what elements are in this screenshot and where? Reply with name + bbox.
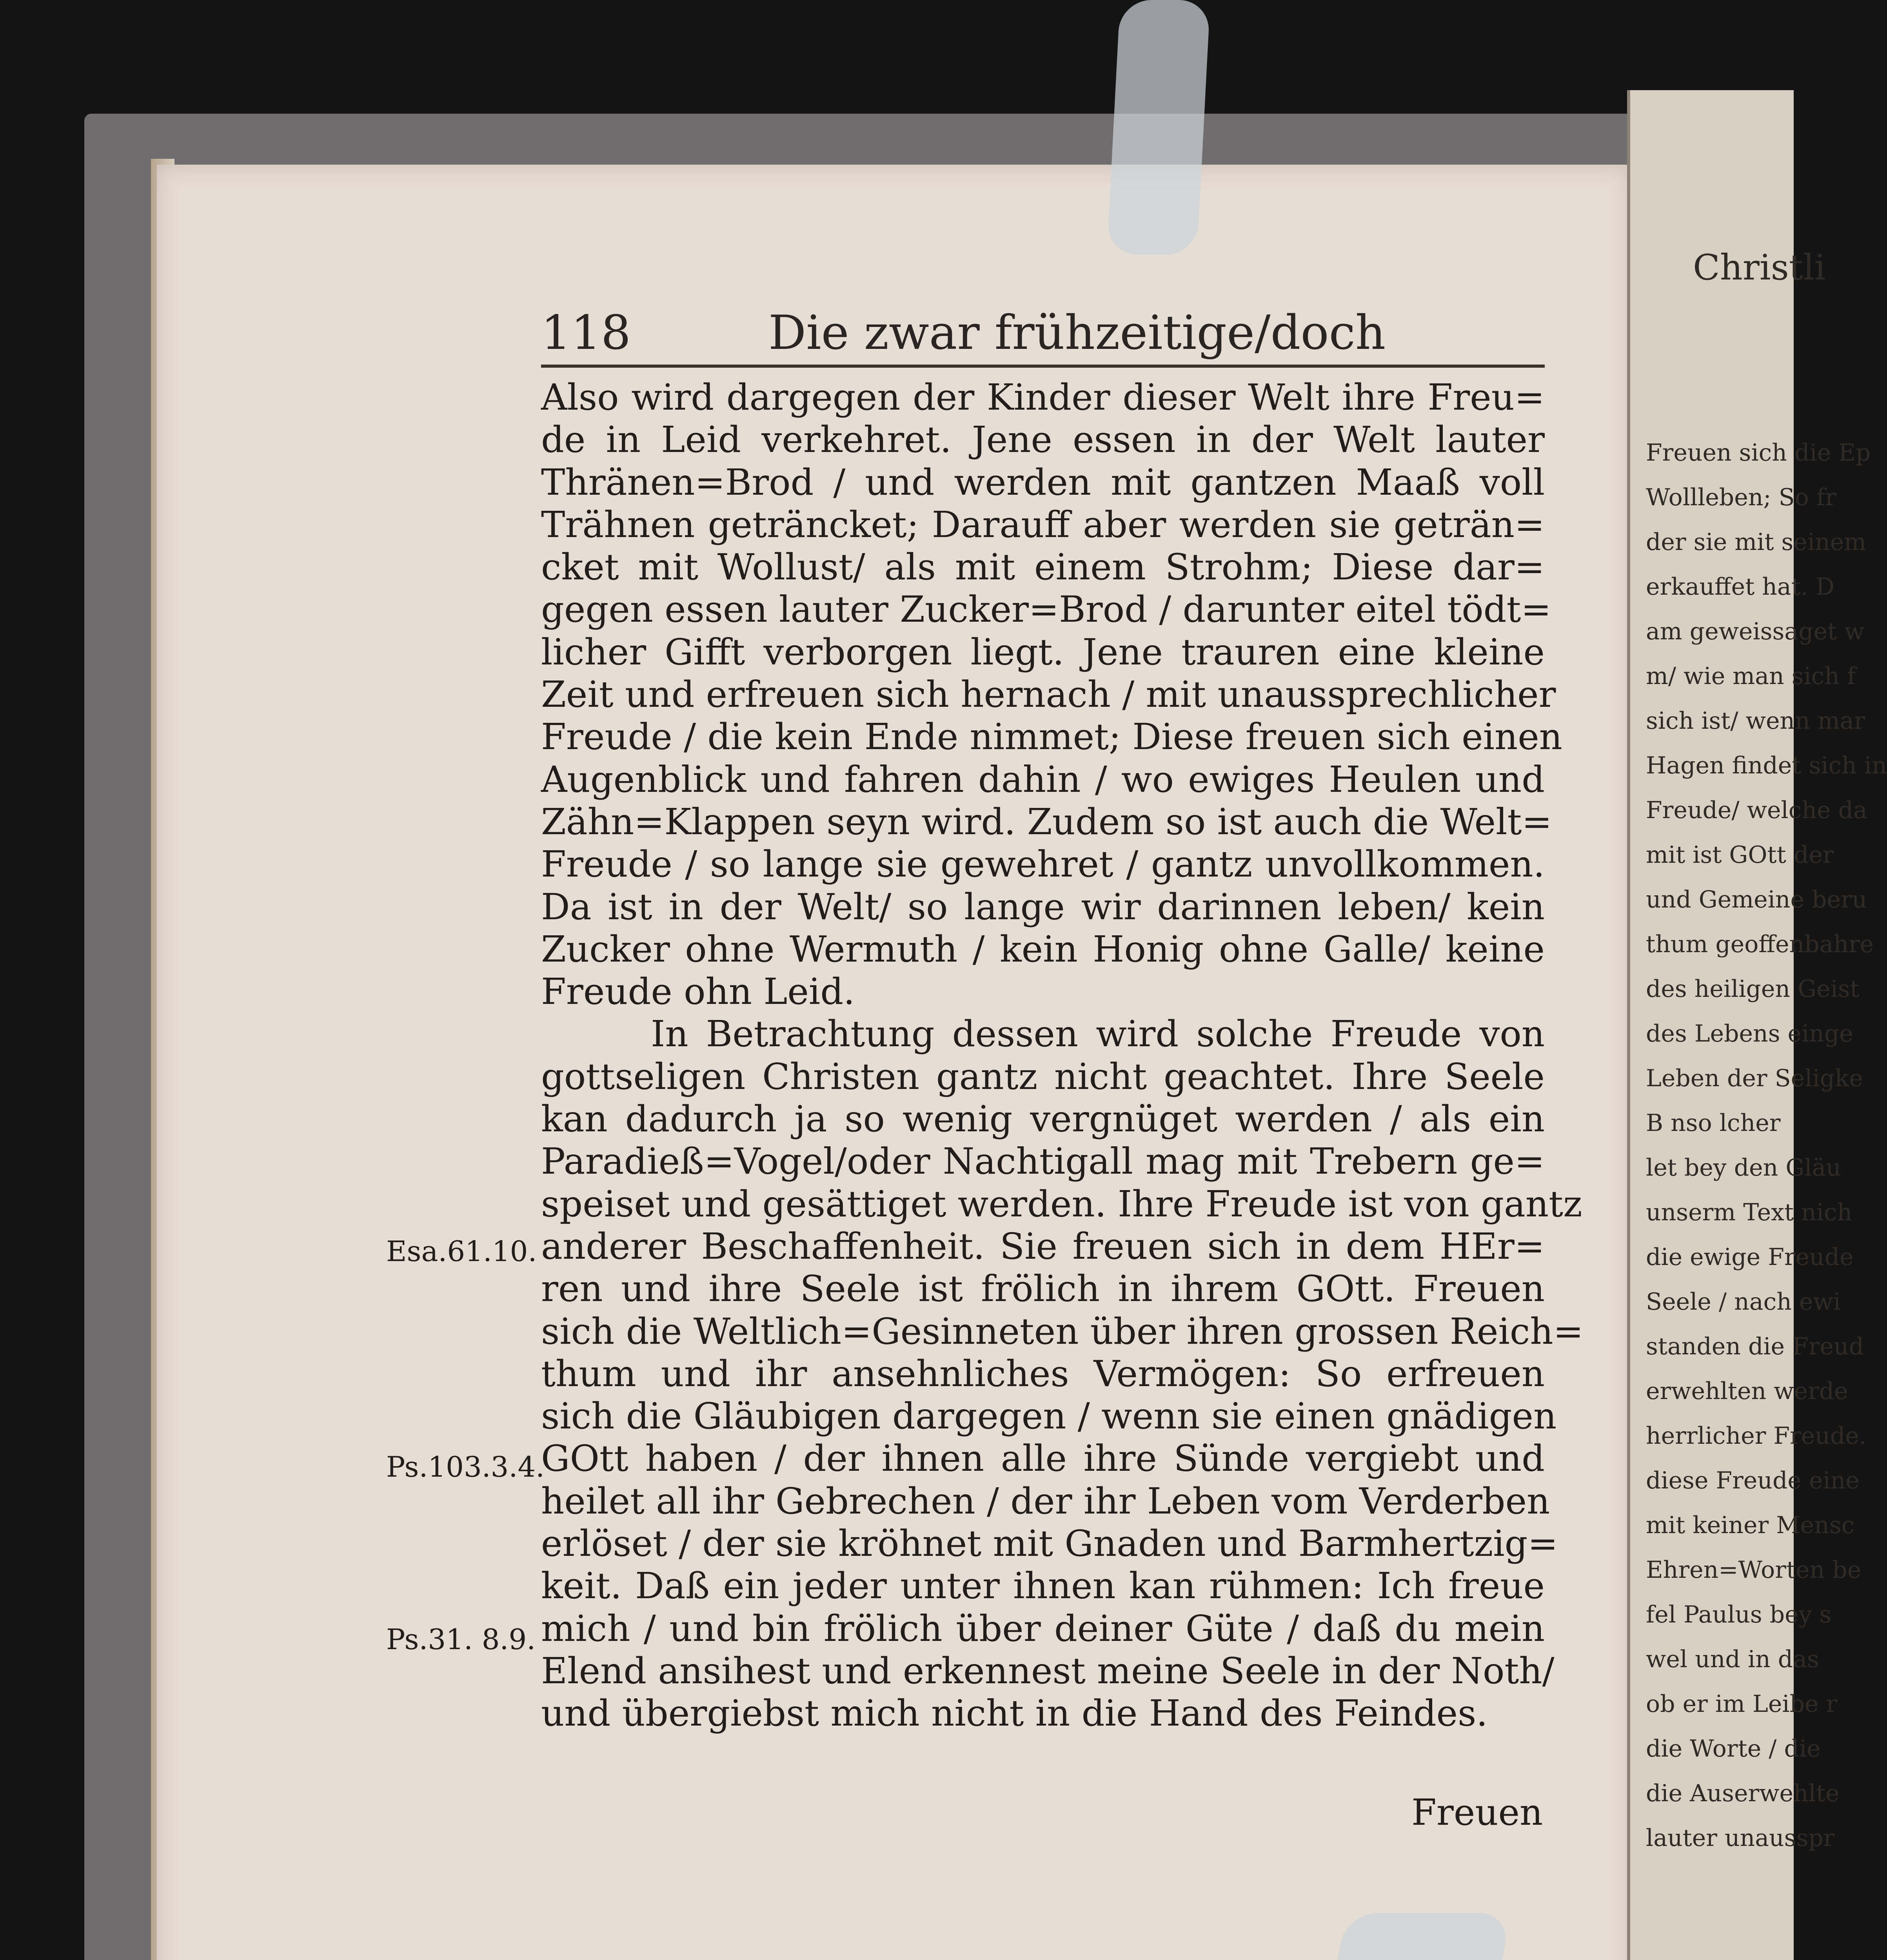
facing-line: Freude/ welche da [1646,797,1867,824]
facing-line: B nso lcher [1646,1109,1781,1137]
facing-line: diese Freude eine [1646,1467,1860,1494]
facing-line: die Auserwehlte [1646,1780,1840,1807]
facing-line: Ehren=Worten be [1646,1556,1862,1584]
facing-line: der sie mit seinem [1646,528,1867,556]
holding-strip-top [1107,0,1210,255]
body-line: cket mit Wollust/ als mit einem Strohm; Diese dar= [541,546,1545,588]
body-line: und übergiebst mich nicht in die Hand des Feindes. [541,1692,1488,1735]
facing-line: des heiligen Geist [1646,975,1860,1003]
body-line: heilet all ihr Gebrechen / der ihr Leben vom Verderben [541,1480,1550,1522]
body-line: Thränen=Brod / und werden mit gantzen Maaß voll [541,461,1545,503]
header-rule [541,365,1545,368]
body-line: Also wird dargegen der Kinder dieser Welt ihre Freu= [541,376,1545,418]
facing-line: Wollleben; So fr [1646,484,1836,511]
facing-line: thum geoffenbahre [1646,931,1874,958]
body-line: Freude ohn Leid. [541,971,855,1013]
body-line: sich die Gläubigen dargegen / wenn sie einen gnädigen [541,1395,1557,1437]
facing-line: unserm Text nich [1646,1199,1852,1226]
facing-line: mit ist GOtt der [1646,841,1834,869]
margin-note-ps31: Ps.31. 8.9. [386,1623,536,1656]
facing-page-head: Christli [1693,247,1826,288]
body-line: speiset und gesättiget werden. Ihre Freude ist von gantz [541,1183,1582,1225]
facing-line: wel und in das [1646,1646,1819,1673]
body-line: kan dadurch ja so wenig vergnüget werden / als ein [541,1098,1545,1140]
body-line: mich / und bin frölich über deiner Güte / daß du mein [541,1607,1545,1650]
facing-line: am geweissaget w [1646,618,1865,645]
body-line: de in Leid verkehret. Jene essen in der Welt lauter [541,419,1545,461]
facing-line: die ewige Freude [1646,1243,1854,1271]
body-line: erlöset / der sie kröhnet mit Gnaden und Barmhertzig= [541,1523,1558,1565]
body-line: Zähn=Klappen seyn wird. Zudem so ist auch die Welt= [541,800,1552,843]
facing-line: erwehlten werde [1646,1377,1848,1405]
body-line: gottseligen Christen gantz nicht geachtet. Ihre Seele [541,1055,1545,1098]
facing-line: ob er im Leibe r [1646,1690,1838,1718]
body-line: Freude / die kein Ende nimmet; Diese freuen sich einen [541,716,1562,758]
body-line: GOtt haben / der ihnen alle ihre Sünde vergiebt und [541,1437,1545,1480]
body-line: Zucker ohne Wermuth / kein Honig ohne Galle/ keine [541,928,1545,970]
facing-line: und Gemeine beru [1646,886,1867,913]
margin-note-esa: Esa.61.10. [386,1235,537,1268]
body-line: thum und ihr ansehnliches Vermögen: So erfreuen [541,1352,1545,1395]
body-line: Augenblick und fahren dahin / wo ewiges Heulen und [541,758,1545,800]
body-line: In Betrachtung dessen wird solche Freude von [651,1013,1545,1055]
body-line: Paradieß=Vogel/oder Nachtigall mag mit Trebern ge= [541,1140,1545,1183]
facing-line: Freuen sich die Ep [1646,439,1871,466]
body-line: Freude / so lange sie gewehret / gantz unvollkommen. [541,843,1545,886]
page-number: 118 [541,306,631,360]
facing-line: lauter unausspr [1646,1824,1835,1852]
facing-page [1627,90,1887,1960]
body-line: Da ist in der Welt/ so lange wir darinnen leben/ kein [541,886,1545,928]
facing-line: Leben der Seligke [1646,1065,1863,1092]
facing-line: standen die Freud [1646,1333,1864,1360]
facing-line: herrlicher Freude. [1646,1422,1867,1450]
facing-line: m/ wie man sich f [1646,662,1856,690]
facing-line: die Worte / die [1646,1735,1821,1762]
body-line: licher Gifft verborgen liegt. Jene trauren eine kleine [541,631,1545,673]
facing-line: Seele / nach ewi [1646,1288,1841,1316]
body-line: Elend ansihest und erkennest meine Seele in der Noth/ [541,1650,1555,1692]
body-text [541,376,1584,1735]
running-title: Die zwar frühzeitige/doch [768,306,1386,360]
body-line: Trähnen geträncket; Darauff aber werden sie geträn= [541,503,1545,546]
facing-line: des Lebens einge [1646,1020,1853,1047]
body-line: gegen essen lauter Zucker=Brod / darunter eitel tödt= [541,588,1551,631]
facing-line: let bey den Gläu [1646,1154,1841,1181]
body-line: ren und ihre Seele ist frölich in ihrem GOtt. Freuen [541,1268,1545,1310]
body-line: sich die Weltlich=Gesinneten über ihren grossen Reich= [541,1310,1584,1352]
body-line: anderer Beschaffenheit. Sie freuen sich in dem HEr= [541,1225,1545,1267]
facing-line: sich ist/ wenn mar [1646,707,1865,735]
margin-note-ps103: Ps.103.3.4. [386,1450,545,1483]
facing-line: erkauffet hat. D [1646,573,1835,601]
body-line: keit. Daß ein jeder unter ihnen kan rühmen: Ich freue [541,1565,1545,1607]
body-line: Zeit und erfreuen sich hernach / mit unaussprechlicher [541,673,1556,716]
catchword: Freuen [1411,1791,1543,1833]
facing-line: fel Paulus bey s [1646,1601,1832,1628]
page-header [541,306,1545,361]
facing-line: Hagen findet sich in [1646,752,1887,779]
facing-line: mit keiner Mensc [1646,1512,1855,1539]
